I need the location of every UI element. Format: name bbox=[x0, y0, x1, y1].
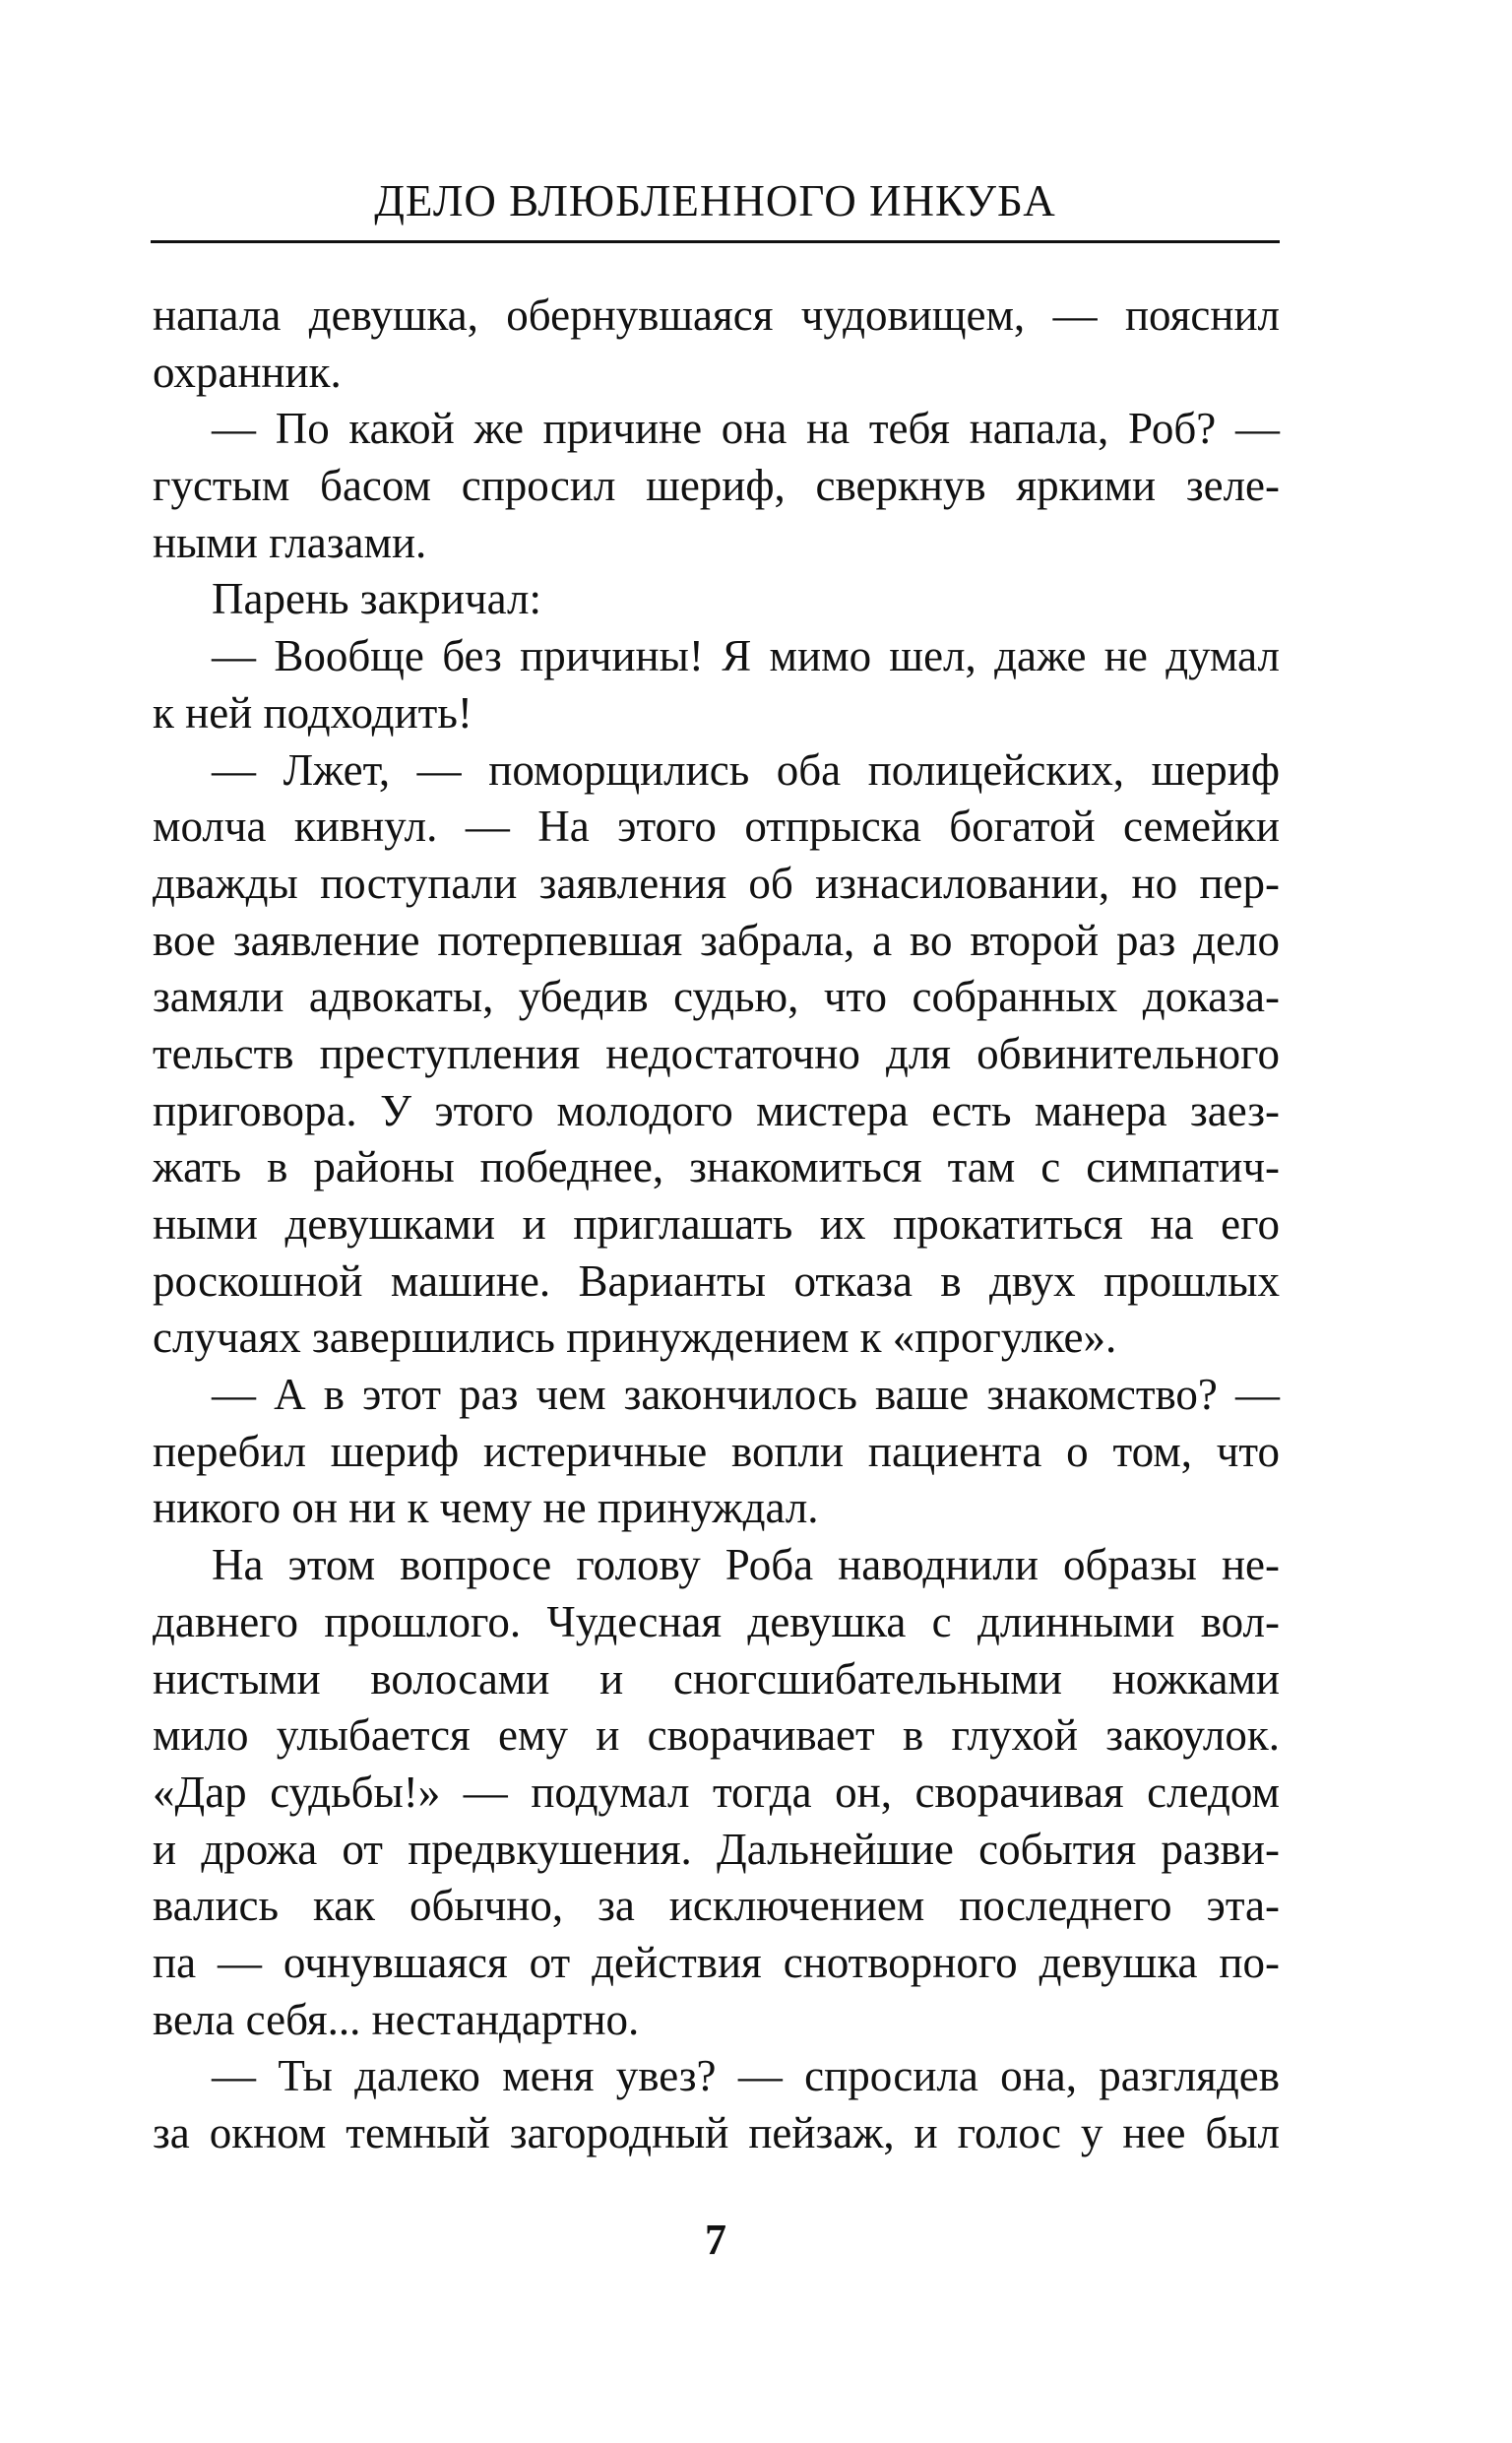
header-divider bbox=[151, 240, 1280, 243]
text-line: напала девушка, обернувшаяся чудовищем, — пояснил bbox=[153, 290, 1280, 340]
text-line: вое заявление потерпевшая забрала, а во второй раз дело bbox=[153, 915, 1280, 965]
text-line: жать в районы победнее, знакомиться там с симпатич- bbox=[153, 1142, 1280, 1192]
text-line: дважды поступали заявления об изнасиловании, но пер- bbox=[153, 858, 1280, 908]
text-line: случаях завершились принуждением к «прогулке». bbox=[153, 1313, 1117, 1363]
running-head-title: ДЕЛО ВЛЮБЛЕННОГО ИНКУБА bbox=[374, 176, 1056, 225]
text-line: и дрожа от предвкушения. Дальнейшие события разви- bbox=[153, 1824, 1280, 1874]
text-line: густым басом спросил шериф, сверкнув яркими зеле- bbox=[153, 461, 1280, 511]
text-line: за окном темный загородный пейзаж, и голос у нее был bbox=[153, 2108, 1280, 2157]
text-line: — А в этот раз чем закончилось ваше знакомство? — bbox=[212, 1370, 1280, 1420]
text-line: па — очнувшаяся от действия снотворного девушка по- bbox=[153, 1937, 1280, 1987]
text-line: никого он ни к чему не принуждал. bbox=[153, 1483, 819, 1533]
page-number: 7 bbox=[705, 2216, 726, 2264]
text-line: Парень закричал: bbox=[212, 574, 541, 624]
page-body-text bbox=[153, 288, 1280, 2162]
text-line: вались как обычно, за исключением последнего эта- bbox=[153, 1881, 1280, 1931]
text-line: роскошной машине. Варианты отказа в двух прошлых bbox=[153, 1255, 1280, 1306]
text-line: На этом вопросе голову Роба наводнили образы не- bbox=[212, 1540, 1280, 1590]
text-line: молча кивнул. — На этого отпрыска богатой семейки bbox=[153, 802, 1280, 852]
text-line: охранник. bbox=[153, 347, 342, 397]
text-line: к ней подходить! bbox=[153, 687, 472, 738]
text-line: давнего прошлого. Чудесная девушка с длинными вол- bbox=[153, 1596, 1280, 1646]
text-line: замяли адвокаты, убедив судью, что собранных доказа- bbox=[153, 972, 1280, 1022]
text-line: — Вообще без причины! Я мимо шел, даже не думал bbox=[212, 631, 1280, 681]
text-line: приговора. У этого молодого мистера есть манера заез- bbox=[153, 1085, 1280, 1135]
text-line: ными глазами. bbox=[153, 517, 427, 567]
text-line: мило улыбается ему и сворачивает в глухой закоулок. bbox=[153, 1710, 1280, 1761]
text-line: ными девушками и приглашать их прокатиться на его bbox=[153, 1199, 1280, 1249]
text-line: «Дар судьбы!» — подумал тогда он, сворачивая следом bbox=[153, 1767, 1280, 1817]
text-line: вела себя... нестандартно. bbox=[153, 1994, 640, 2044]
text-line: перебил шериф истеричные вопли пациента о том, что bbox=[153, 1426, 1280, 1476]
text-line: — Лжет, — поморщились оба полицейских, шериф bbox=[212, 744, 1280, 795]
text-line: — Ты далеко меня увез? — спросила она, разглядев bbox=[212, 2051, 1280, 2101]
text-line: тельств преступления недостаточно для обвинительного bbox=[153, 1028, 1280, 1078]
text-line: — По какой же причине она на тебя напала, Роб? — bbox=[212, 404, 1280, 454]
text-line: нистыми волосами и сногсшибательными ножками bbox=[153, 1653, 1280, 1704]
